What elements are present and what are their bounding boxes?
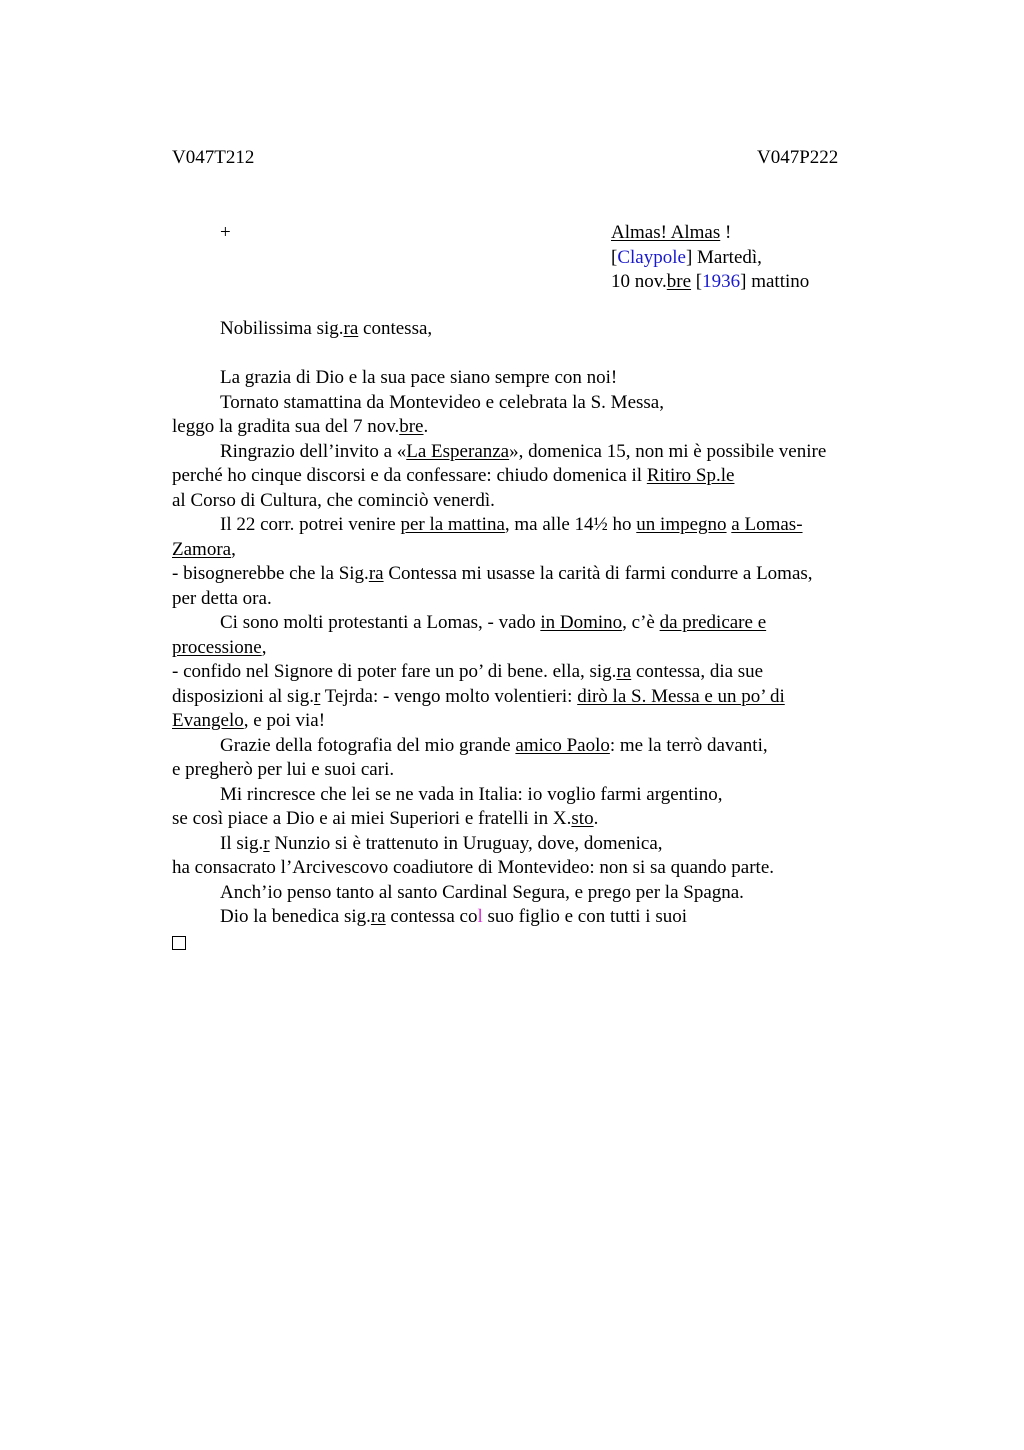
checkbox-square-icon [172,936,186,950]
text-line: e pregherò per lui e suoi cari. [172,759,395,780]
text-line: Anch’io penso tanto al santo Cardinal Segura, e prego per la Spagna. [220,881,744,903]
text-line: Dio la benedica sig.ra contessa col suo figlio e con tutti i suoi [220,906,688,927]
document-code-left: V047T212 [172,147,255,168]
text-line: Il 22 corr. potrei venire per la mattina, ma alle 14½ ho un impegno a Lomas- [220,514,803,535]
text-line: disposizioni al sig.r Tejrda: - vengo molto volentieri: dirò la S. Messa e un po’ di [172,685,785,707]
heading-almas-line: Almas! Almas ! [611,222,732,243]
text-line: leggo la gradita sua del 7 nov.bre. [172,416,429,437]
text-line: Evangelo, e poi via! [172,710,326,731]
text-line: Grazie della fotografia del mio grande amico Paolo: me la terrò davanti, [220,734,768,756]
heading-place-line: [Claypole] Martedì, [611,246,762,268]
text-line: Mi rincresce che lei se ne vada in Italia: io voglio farmi argentino, [220,783,723,805]
text-line: Ringrazio dell’invito a «La Esperanza», domenica 15, non mi è possibile venire [220,440,827,462]
almas-text: Almas! Almas [611,222,721,243]
text-line: se così piace a Dio e ai miei Superiori e fratelli in X.sto. [172,808,599,829]
text-line: perché ho cinque discorsi e da confessare: chiudo domenica il Ritiro Sp.le [172,465,735,486]
spacer [172,342,882,367]
heading-date-line: 10 nov.bre [1936] mattino [611,271,810,292]
document-code-right: V047P222 [757,147,839,168]
letter-body [172,317,882,957]
cross-symbol: + [220,222,231,243]
text-line: Tornato stamattina da Montevideo e celebrata la S. Messa, [220,391,664,413]
text-line: Zamora, [172,538,236,560]
text-line: processione, [172,636,267,658]
year: 1936 [702,271,741,292]
letter-heading [611,221,809,295]
text-line: La grazia di Dio e la sua pace siano sempre con noi! [220,367,618,388]
text-line: ha consacrato l’Arcivescovo coadiutore di Montevideo: non si sa quando parte. [172,857,775,878]
place-name: Claypole [617,246,686,268]
text-line: al Corso di Cultura, che cominciò venerdì. [172,489,495,511]
salutation: Nobilissima sig.ra contessa, [220,318,433,339]
end-marker [172,930,882,958]
text-line: Ci sono molti protestanti a Lomas, - vado in Domino, c’è da predicare e [220,612,767,633]
text-line: per detta ora. [172,587,272,609]
text-line: - bisognerebbe che la Sig.ra Contessa mi usasse la carità di farmi condurre a Lomas, [172,563,813,584]
text-line: Il sig.r Nunzio si è trattenuto in Uruguay, dove, domenica, [220,832,663,854]
text-line: - confido nel Signore di poter fare un po’ di bene. ella, sig.ra contessa, dia sue [172,661,764,682]
correction-letter: l [477,906,483,927]
